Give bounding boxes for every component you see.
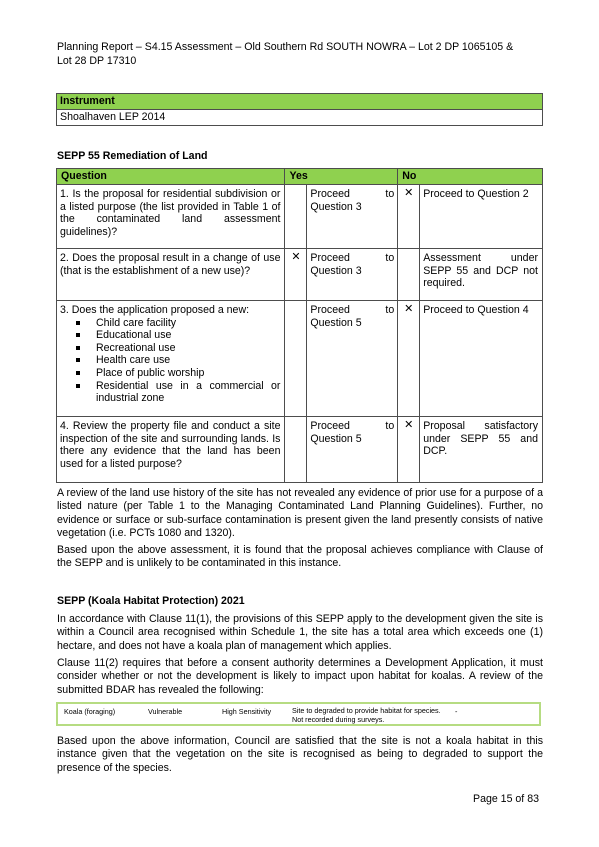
- yes-result: [307, 249, 398, 301]
- column-no: No: [398, 169, 543, 185]
- no-mark: [398, 249, 420, 301]
- yes-mark: [285, 185, 307, 249]
- yes-result: [307, 417, 398, 483]
- sepp55-question-table: [56, 168, 543, 483]
- list-item: Child care facility: [96, 317, 280, 330]
- bdar-note-line-2: Not recorded during surveys.: [292, 714, 385, 724]
- compliance-paragraph: Based upon the above assessment, it is found that the proposal achieves compliance with Clause of the SEPP and is unlikely to be contaminated in this instance.: [57, 544, 543, 570]
- yes-word-question: Question 3: [310, 264, 362, 277]
- yes-word-to: to: [385, 420, 395, 432]
- table-row: [57, 249, 543, 301]
- yes-word-to: to: [385, 304, 395, 316]
- page-header: [57, 41, 547, 68]
- header-line-1: Planning Report – S4.15 Assessment – Old Southern Rd SOUTH NOWRA – Lot 2 DP 1065105 &: [57, 41, 514, 53]
- yes-word-proceed: Proceed: [310, 188, 350, 200]
- yes-word-question: Question 5: [310, 432, 362, 445]
- yes-word-to: to: [385, 252, 395, 264]
- bdar-species: Koala (foraging): [64, 707, 116, 716]
- bdar-note: [292, 707, 441, 724]
- no-mark: ✕: [398, 185, 420, 249]
- yes-word-question: Question 5: [310, 316, 362, 329]
- table-row: [57, 185, 543, 249]
- bdar-status: Vulnerable: [148, 707, 183, 716]
- land-history-paragraph: A review of the land use history of the site has not revealed any evidence of prior use for a purpose of a listed nature (per Table 1 to the Managing Contaminated Land Planning Guidelines). Further, no evidence or surface or sub-surface contamination is present given the land presently consists of native vegetation (i.e. PCTs 1080 and 1320).: [57, 487, 543, 540]
- page-number: Page 15 of 83: [473, 793, 539, 805]
- question-text: 3. Does the application proposed a new:: [60, 304, 250, 316]
- yes-result: [307, 185, 398, 249]
- sepp55-heading: SEPP 55 Remediation of Land: [57, 150, 208, 162]
- header-line-2: Lot 28 DP 17310: [57, 54, 137, 67]
- bdar-note-line-1: Site to degraded to provide habitat for species.: [292, 706, 441, 715]
- bdar-dash: -: [455, 707, 458, 716]
- no-result: Proposal satisfactory under SEPP 55 and DCP.: [420, 417, 543, 483]
- column-yes: Yes: [285, 169, 398, 185]
- instrument-table: [56, 93, 543, 126]
- no-mark: ✕: [398, 301, 420, 417]
- purpose-list: [60, 317, 280, 405]
- conclusion-paragraph: Based upon the above information, Council are satisfied that the site is not a koala habitat in this instance given that the vegetation on the site is recognised as being to degraded to support the presence of the species.: [57, 735, 543, 774]
- yes-result: [307, 301, 398, 417]
- yes-word-to: to: [385, 188, 395, 200]
- yes-mark: [285, 417, 307, 483]
- yes-mark: ✕: [285, 249, 307, 301]
- yes-mark: [285, 301, 307, 417]
- question-cell: 1. Is the proposal for residential subdivision or a listed purpose (the list provided in Table 1 of the contaminated land assessment guidelines)?: [57, 185, 285, 249]
- koala-heading: SEPP (Koala Habitat Protection) 2021: [57, 595, 245, 607]
- no-result: Assessment under SEPP 55 and DCP not required.: [420, 249, 543, 301]
- table-header-row: [57, 169, 543, 185]
- yes-word-question: Question 3: [310, 200, 362, 213]
- list-item: Residential use in a commercial or industrial zone: [96, 379, 281, 405]
- list-item: Educational use: [96, 329, 280, 342]
- clause-11-2-paragraph: Clause 11(2) requires that before a consent authority determines a Development Application, it must consider whether or not the development is likely to impact upon habitat for koalas. A review of the submitted BDAR has revealed the following:: [57, 657, 543, 696]
- yes-word-proceed: Proceed: [310, 252, 350, 264]
- bdar-excerpt: [56, 702, 541, 726]
- list-item: Recreational use: [96, 342, 280, 355]
- list-item: Place of public worship: [96, 367, 280, 380]
- question-cell: 2. Does the proposal result in a change of use (that is the establishment of a new use)?: [57, 249, 285, 301]
- yes-word-proceed: Proceed: [310, 420, 350, 432]
- yes-word-proceed: Proceed: [310, 304, 350, 316]
- column-question: Question: [57, 169, 285, 185]
- no-result: Proceed to Question 2: [420, 185, 543, 249]
- table-row: [57, 301, 543, 417]
- list-item: Health care use: [96, 354, 280, 367]
- table-row: [57, 417, 543, 483]
- instrument-label: Instrument: [57, 94, 543, 110]
- question-cell: 4. Review the property file and conduct a site inspection of the site and surrounding lands. Is there any evidence that the land has been used for a listed purpose?: [57, 417, 285, 483]
- no-mark: ✕: [398, 417, 420, 483]
- question-cell: [57, 301, 285, 417]
- bdar-sensitivity: High Sensitivity: [222, 707, 272, 716]
- clause-11-1-paragraph: In accordance with Clause 11(1), the provisions of this SEPP apply to the development given the site is within a Council area recognised within Schedule 1, the site has a total area which exceeds one (1) hectare, and does not have a koala plan of management which applies.: [57, 613, 543, 652]
- instrument-value: Shoalhaven LEP 2014: [57, 110, 543, 126]
- no-result: Proceed to Question 4: [420, 301, 543, 417]
